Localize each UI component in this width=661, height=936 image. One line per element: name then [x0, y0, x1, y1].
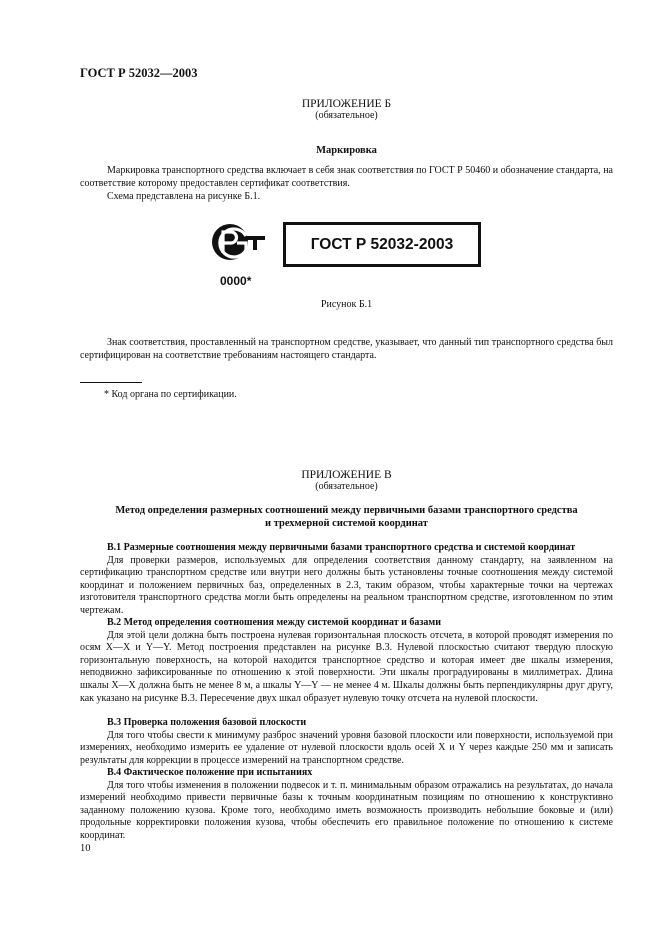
- footnote-divider: [80, 382, 142, 383]
- standard-designation-box: ГОСТ Р 52032-2003: [283, 222, 481, 267]
- page-number: 10: [80, 843, 91, 854]
- certification-body-code: 0000*: [220, 274, 252, 288]
- appendix-v-status: (обязательное): [315, 481, 378, 492]
- rst-mark-icon: [210, 220, 270, 270]
- certification-mark-logo: [210, 220, 270, 290]
- section-b4: [80, 767, 613, 843]
- section-b1-heading: В.1 Размерные соотношения между первичными базами транспортного средства и системой координат: [107, 542, 576, 553]
- document-header: ГОСТ Р 52032—2003: [80, 66, 198, 80]
- section-b2-text: Для этой цели должна быть построена нулевая горизонтальная плоскость отсчета, в которой проводят измерения по осям X—X и Y—Y. Метод построения представлен на рисунке В.3. Нулевой плоскостью считают твердую плоскую горизонтальную поверхность, на которой находится транспортное средство и которая имеет две шкалы измерения, неподвижно зафиксированные по отношению к этой поверхности. Эти шкалы проградуированы в миллиметрах. Длина шкалы X—X должна быть не менее 8 м, а шкалы Y—Y — не менее 4 м. Шкалы должны быть перпендикулярны друг другу, как указано на рисунке В.3. Пересечение двух шкал образует нулевую точку отсчета на нулевой плоскости.: [80, 629, 613, 704]
- appendix-b-title: ПРИЛОЖЕНИЕ Б: [301, 98, 392, 110]
- section-b4-text: Для того чтобы изменения в положении подвесок и т. п. минимальным образом отражались на результатах, до начала измерений необходимо привести первичные базы к точным координатным позициям по отношению к конструктивно заданному положению кузова. Кроме того, необходимо иметь возможность производить небольшие боковые и (или) продольные корректировки положения кузова, чтобы обеспечить его правильное положение по отношению к системе координат.: [80, 779, 613, 841]
- section-b1-text: Для проверки размеров, используемых для определения соответствия данному стандарту, на заявленном на сертификацию транспортном средстве или внутри него должны быть установлены точные соотношения между системой координат и положением первичных баз, определенных в 2.3, таким образом, чтобы характерные точки на чертежах изготовителя транспортного средства могли быть определены на реальном транспортном средстве, изготовленном по этим чертежам.: [80, 554, 613, 616]
- section-b1: [80, 542, 613, 618]
- section-b2-heading: В.2 Метод определения соотношения между системой координат и базами: [107, 617, 442, 628]
- appendix-b-paragraph-1: Маркировка транспортного средства включает в себя знак соответствия по ГОСТ Р 50460 и обозначение стандарта, на соответствие которому предоставлен сертификат соответствия.: [80, 165, 613, 189]
- appendix-b-paragraph-3: Знак соответствия, проставленный на транспортном средстве, указывает, что данный тип транспортного средства был сертифицирован на соответствие требованиям настоящего стандарта.: [80, 337, 613, 361]
- section-b2: [80, 617, 613, 705]
- section-b3-heading: В.3 Проверка положения базовой плоскости: [107, 717, 307, 728]
- section-b3: [80, 717, 613, 767]
- footnote: * Код органа по сертификации.: [104, 389, 237, 400]
- appendix-b-status: (обязательное): [315, 110, 378, 121]
- appendix-b-section-title: Маркировка: [316, 145, 377, 156]
- section-b3-text: Для того чтобы свести к минимуму разброс значений уровня базовой плоскости или поверхности, используемой при измерениях, необходимо измерить ее удаление от нулевой плоскости вдоль осей X и Y через каждые 250 мм и записать результаты для коррекции в процессе измерений на транспортном средстве.: [80, 729, 613, 766]
- appendix-v-title: ПРИЛОЖЕНИЕ В: [301, 469, 392, 481]
- section-b4-heading: В.4 Фактическое положение при испытаниях: [107, 767, 313, 778]
- figure-b1-caption: Рисунок Б.1: [320, 299, 373, 310]
- appendix-v-section-title-line-2: и трехмерной системой координат: [265, 518, 428, 529]
- appendix-b-paragraph-2: Схема представлена на рисунке Б.1.: [107, 191, 261, 202]
- appendix-v-section-title-line-1: Метод определения размерных соотношений между первичными базами транспортного средства: [115, 505, 578, 516]
